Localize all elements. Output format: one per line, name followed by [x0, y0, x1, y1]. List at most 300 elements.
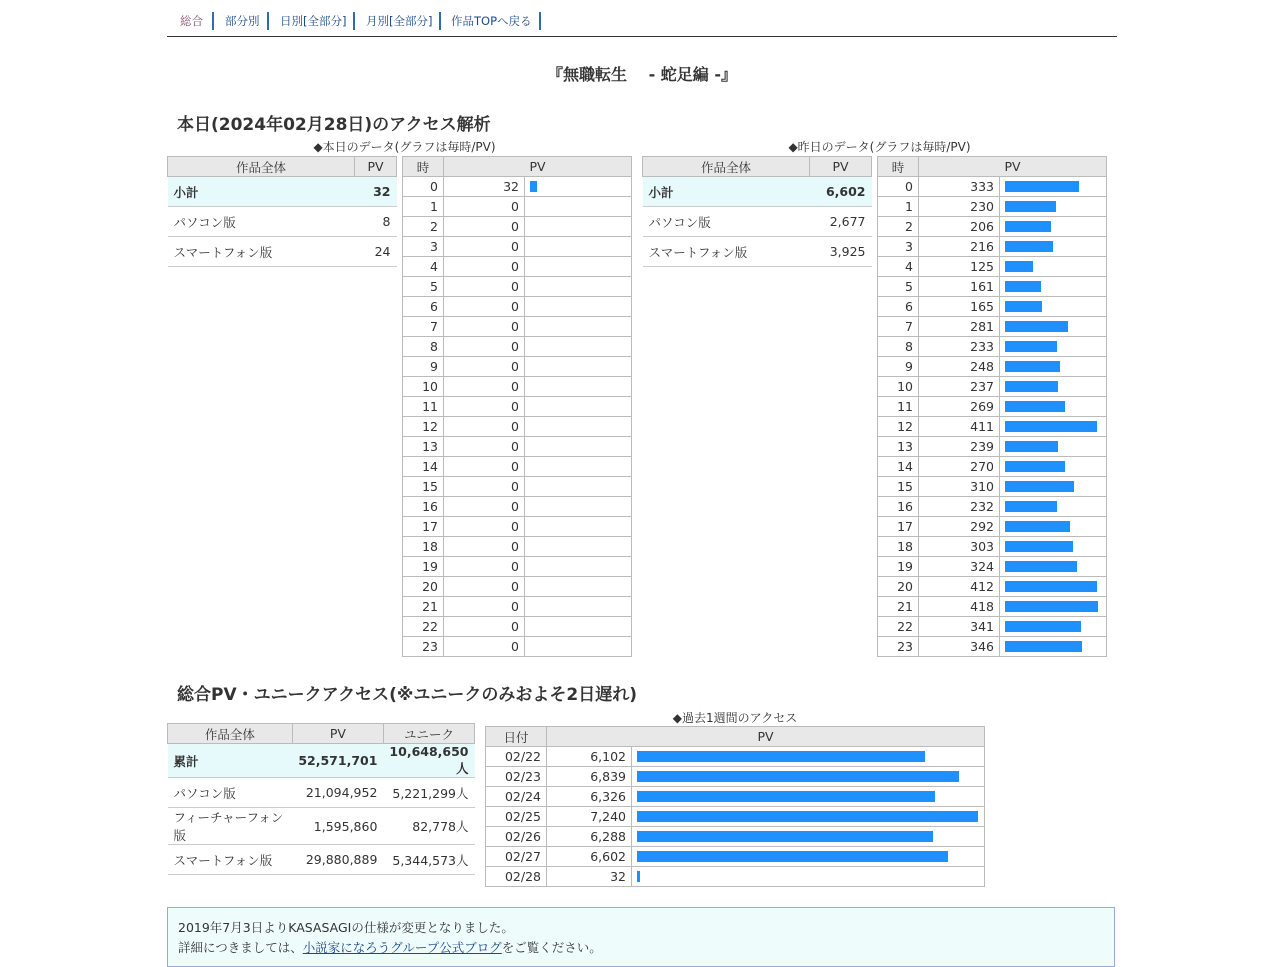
- hour-label: 7: [878, 317, 919, 337]
- nav-daily-all[interactable]: 日別[全部分]: [280, 14, 347, 28]
- hour-bar: [1005, 441, 1058, 452]
- hour-bar-cell: [525, 557, 632, 577]
- hour-pv-value: 346: [919, 637, 1000, 657]
- hour-bar: [1005, 281, 1041, 292]
- hour-row: [878, 537, 1107, 557]
- hour-row: [878, 337, 1107, 357]
- nav-separator: [212, 12, 214, 30]
- hour-row: [878, 237, 1107, 257]
- hour-label: 0: [878, 177, 919, 197]
- hour-bar: [1005, 561, 1077, 572]
- hour-label: 17: [878, 517, 919, 537]
- row-label: スマートフォン版: [643, 237, 810, 267]
- hour-row: [878, 597, 1107, 617]
- hour-bar-cell: [525, 617, 632, 637]
- hour-pv-value: 0: [444, 457, 525, 477]
- hour-row: [878, 517, 1107, 537]
- hour-bar: [1005, 361, 1060, 372]
- row-unique: 5,221,299人: [383, 778, 474, 808]
- hour-label: 12: [403, 417, 444, 437]
- hour-label: 10: [403, 377, 444, 397]
- hour-pv-value: 206: [919, 217, 1000, 237]
- hour-bar-cell: [525, 537, 632, 557]
- hour-row: [878, 477, 1107, 497]
- table-row: [168, 845, 475, 875]
- hour-label: 21: [878, 597, 919, 617]
- hour-label: 13: [403, 437, 444, 457]
- hour-row: [403, 317, 632, 337]
- hour-bar: [1005, 541, 1073, 552]
- day-bar-cell: [632, 827, 985, 847]
- day-row: [486, 767, 985, 787]
- hour-pv-value: 341: [919, 617, 1000, 637]
- hour-label: 15: [878, 477, 919, 497]
- hour-row: [878, 277, 1107, 297]
- column-header: PV: [444, 157, 632, 177]
- table-row: [643, 237, 872, 267]
- hour-label: 8: [878, 337, 919, 357]
- day-row: [486, 787, 985, 807]
- day-date: 02/22: [486, 747, 547, 767]
- hour-bar: [1005, 581, 1097, 592]
- hour-bar-cell: [525, 297, 632, 317]
- hour-row: [878, 497, 1107, 517]
- hour-bar-cell: [1000, 517, 1107, 537]
- hour-pv-value: 0: [444, 577, 525, 597]
- notice-suffix: をご覧ください。: [501, 940, 602, 955]
- hour-pv-value: 216: [919, 237, 1000, 257]
- hour-pv-value: 324: [919, 557, 1000, 577]
- today-heading: 本日(2024年02月28日)のアクセス解析: [177, 115, 491, 135]
- day-pv-value: 6,839: [547, 767, 632, 787]
- hour-row: [878, 197, 1107, 217]
- hour-row: [403, 197, 632, 217]
- hour-bar: [1005, 401, 1065, 412]
- hour-label: 15: [403, 477, 444, 497]
- column-header: PV: [547, 727, 985, 747]
- hour-pv-value: 333: [919, 177, 1000, 197]
- row-label: 累計: [168, 744, 293, 778]
- hour-pv-value: 269: [919, 397, 1000, 417]
- hour-pv-value: 0: [444, 217, 525, 237]
- row-label: パソコン版: [168, 207, 355, 237]
- hour-pv-value: 0: [444, 317, 525, 337]
- row-pv: 21,094,952: [292, 778, 383, 808]
- hour-label: 5: [878, 277, 919, 297]
- table-row: [168, 207, 397, 237]
- table-row: [643, 177, 872, 207]
- table-row: [168, 744, 475, 778]
- hour-bar-cell: [1000, 497, 1107, 517]
- hour-pv-value: 0: [444, 537, 525, 557]
- row-label: フィーチャーフォン版: [168, 808, 293, 845]
- column-header: PV: [919, 157, 1107, 177]
- hour-pv-value: 0: [444, 417, 525, 437]
- hour-pv-value: 0: [444, 517, 525, 537]
- hour-pv-value: 125: [919, 257, 1000, 277]
- column-header: 時: [403, 157, 444, 177]
- hour-label: 9: [878, 357, 919, 377]
- hour-pv-value: 0: [444, 257, 525, 277]
- hour-bar: [1005, 641, 1082, 652]
- hour-row: [403, 517, 632, 537]
- hour-label: 19: [403, 557, 444, 577]
- day-row: [486, 847, 985, 867]
- row-value: 3,925: [810, 237, 872, 267]
- hour-pv-value: 0: [444, 557, 525, 577]
- hour-label: 8: [403, 337, 444, 357]
- hour-row: [878, 397, 1107, 417]
- hour-bar-cell: [525, 197, 632, 217]
- hour-bar: [1005, 181, 1079, 192]
- hour-row: [403, 397, 632, 417]
- hour-row: [403, 377, 632, 397]
- hour-bar-cell: [525, 397, 632, 417]
- day-pv-value: 6,602: [547, 847, 632, 867]
- row-label: 小計: [168, 177, 355, 207]
- hour-pv-value: 412: [919, 577, 1000, 597]
- hour-pv-value: 32: [444, 177, 525, 197]
- row-label: スマートフォン版: [168, 845, 293, 875]
- hour-row: [878, 577, 1107, 597]
- hour-row: [403, 477, 632, 497]
- hour-bar-cell: [525, 257, 632, 277]
- hour-bar-cell: [525, 177, 632, 197]
- hour-bar: [1005, 201, 1056, 212]
- day-bar: [637, 811, 978, 822]
- hour-row: [403, 297, 632, 317]
- hour-bar: [1005, 521, 1070, 532]
- day-row: [486, 827, 985, 847]
- hour-bar-cell: [1000, 357, 1107, 377]
- hour-bar-cell: [1000, 417, 1107, 437]
- hour-row: [403, 237, 632, 257]
- hour-bar-cell: [525, 217, 632, 237]
- row-label: スマートフォン版: [168, 237, 355, 267]
- hour-row: [878, 357, 1107, 377]
- row-pv: 1,595,860: [292, 808, 383, 845]
- hour-pv-value: 0: [444, 197, 525, 217]
- table-row: [643, 207, 872, 237]
- hour-bar-cell: [1000, 597, 1107, 617]
- hour-row: [403, 457, 632, 477]
- hour-pv-value: 232: [919, 497, 1000, 517]
- hour-bar-cell: [525, 417, 632, 437]
- hour-label: 14: [878, 457, 919, 477]
- hour-bar: [1005, 601, 1098, 612]
- hour-pv-value: 230: [919, 197, 1000, 217]
- day-row: [486, 747, 985, 767]
- hour-pv-value: 239: [919, 437, 1000, 457]
- hour-pv-value: 161: [919, 277, 1000, 297]
- hour-bar-cell: [525, 357, 632, 377]
- hour-label: 2: [403, 217, 444, 237]
- day-pv-value: 6,102: [547, 747, 632, 767]
- hour-bar: [1005, 481, 1074, 492]
- hour-pv-value: 0: [444, 597, 525, 617]
- hour-bar-cell: [525, 637, 632, 657]
- row-pv: 52,571,701: [292, 744, 383, 778]
- day-pv-value: 6,326: [547, 787, 632, 807]
- day-date: 02/26: [486, 827, 547, 847]
- table-row: [168, 778, 475, 808]
- hour-bar-cell: [525, 457, 632, 477]
- day-date: 02/27: [486, 847, 547, 867]
- table-row: [168, 808, 475, 845]
- table-row: [168, 177, 397, 207]
- hour-bar-cell: [525, 317, 632, 337]
- hour-pv-value: 233: [919, 337, 1000, 357]
- row-label: パソコン版: [168, 778, 293, 808]
- yesterday-caption: ◆昨日のデータ(グラフは毎時/PV): [788, 140, 971, 154]
- hour-bar-cell: [1000, 297, 1107, 317]
- day-bar: [637, 751, 925, 762]
- column-header: ユニーク: [383, 724, 474, 744]
- hour-label: 18: [878, 537, 919, 557]
- hour-label: 4: [878, 257, 919, 277]
- day-bar-cell: [632, 867, 985, 887]
- hour-row: [403, 597, 632, 617]
- column-header: PV: [355, 157, 397, 177]
- hour-bar: [1005, 341, 1057, 352]
- hour-pv-value: 0: [444, 277, 525, 297]
- hour-pv-value: 0: [444, 297, 525, 317]
- hour-row: [878, 417, 1107, 437]
- hour-label: 6: [878, 297, 919, 317]
- hour-label: 0: [403, 177, 444, 197]
- hour-bar-cell: [1000, 637, 1107, 657]
- row-value: 8: [355, 207, 397, 237]
- week-caption: ◆過去1週間のアクセス: [672, 711, 798, 725]
- hour-pv-value: 0: [444, 497, 525, 517]
- day-pv-value: 6,288: [547, 827, 632, 847]
- hour-bar-cell: [1000, 277, 1107, 297]
- hour-bar-cell: [525, 437, 632, 457]
- nav-summary[interactable]: 総合: [180, 14, 203, 28]
- nav-separator: [267, 12, 269, 30]
- hour-label: 18: [403, 537, 444, 557]
- row-pv: 29,880,889: [292, 845, 383, 875]
- nav-separator: [539, 12, 541, 30]
- today-caption: ◆本日のデータ(グラフは毎時/PV): [313, 140, 496, 154]
- hour-label: 6: [403, 297, 444, 317]
- hour-row: [878, 217, 1107, 237]
- notice-line-1: 2019年7月3日よりKASASAGIの仕様が変更となりました。: [178, 920, 514, 935]
- column-header: 作品全体: [168, 724, 293, 744]
- today-summary-table: [167, 156, 397, 267]
- hour-bar: [1005, 321, 1068, 332]
- hour-bar-cell: [1000, 197, 1107, 217]
- hour-label: 5: [403, 277, 444, 297]
- notice-box: [167, 907, 1115, 967]
- hour-pv-value: 281: [919, 317, 1000, 337]
- hour-pv-value: 270: [919, 457, 1000, 477]
- hour-pv-value: 0: [444, 337, 525, 357]
- day-bar: [637, 791, 935, 802]
- yesterday-summary-table: [642, 156, 872, 267]
- nav-monthly-all[interactable]: 月別[全部分]: [366, 14, 433, 28]
- day-date: 02/24: [486, 787, 547, 807]
- hour-row: [878, 617, 1107, 637]
- row-value: 32: [355, 177, 397, 207]
- hour-pv-value: 0: [444, 637, 525, 657]
- hour-row: [878, 457, 1107, 477]
- hour-bar: [1005, 221, 1051, 232]
- hour-label: 1: [878, 197, 919, 217]
- hour-row: [403, 637, 632, 657]
- hour-label: 23: [878, 637, 919, 657]
- hour-bar-cell: [1000, 397, 1107, 417]
- hour-row: [878, 177, 1107, 197]
- column-header: 日付: [486, 727, 547, 747]
- notice-line-2: [178, 938, 1104, 958]
- nav-work-top[interactable]: 作品TOPへ戻る: [451, 14, 532, 28]
- day-date: 02/25: [486, 807, 547, 827]
- hour-row: [403, 617, 632, 637]
- top-nav: [167, 8, 1117, 37]
- day-bar-cell: [632, 787, 985, 807]
- hour-row: [403, 557, 632, 577]
- hour-bar-cell: [1000, 457, 1107, 477]
- hour-bar-cell: [1000, 377, 1107, 397]
- notice-prefix: 詳細につきましては、: [178, 940, 303, 955]
- hour-bar-cell: [1000, 337, 1107, 357]
- day-bar-cell: [632, 767, 985, 787]
- hour-row: [878, 437, 1107, 457]
- total-heading: 総合PV・ユニークアクセス(※ユニークのみおよそ2日遅れ): [177, 685, 637, 705]
- hour-bar: [1005, 501, 1057, 512]
- hour-label: 22: [403, 617, 444, 637]
- nav-separator: [439, 12, 441, 30]
- hour-row: [403, 357, 632, 377]
- hour-bar-cell: [1000, 237, 1107, 257]
- hour-bar-cell: [1000, 617, 1107, 637]
- hour-pv-value: 237: [919, 377, 1000, 397]
- hour-label: 12: [878, 417, 919, 437]
- hour-bar: [1005, 241, 1053, 252]
- hour-row: [403, 497, 632, 517]
- hour-label: 4: [403, 257, 444, 277]
- hour-pv-value: 303: [919, 537, 1000, 557]
- hour-label: 23: [403, 637, 444, 657]
- hour-pv-value: 0: [444, 617, 525, 637]
- hour-row: [878, 557, 1107, 577]
- hour-bar-cell: [1000, 177, 1107, 197]
- hour-row: [403, 577, 632, 597]
- table-row: [168, 237, 397, 267]
- hour-bar-cell: [1000, 577, 1107, 597]
- day-bar: [637, 851, 948, 862]
- day-pv-value: 32: [547, 867, 632, 887]
- hour-row: [403, 437, 632, 457]
- hour-label: 16: [878, 497, 919, 517]
- hour-bar: [1005, 301, 1042, 312]
- hour-bar-cell: [1000, 217, 1107, 237]
- row-value: 6,602: [810, 177, 872, 207]
- hour-row: [403, 217, 632, 237]
- yesterday-hourly-table: [877, 156, 1107, 657]
- hour-label: 20: [403, 577, 444, 597]
- hour-pv-value: 292: [919, 517, 1000, 537]
- hour-bar-cell: [1000, 477, 1107, 497]
- hour-row: [878, 297, 1107, 317]
- column-header: 時: [878, 157, 919, 177]
- hour-bar: [530, 181, 537, 192]
- hour-pv-value: 0: [444, 237, 525, 257]
- hour-pv-value: 0: [444, 377, 525, 397]
- hour-label: 2: [878, 217, 919, 237]
- hour-pv-value: 0: [444, 477, 525, 497]
- hour-row: [403, 277, 632, 297]
- row-value: 24: [355, 237, 397, 267]
- hour-label: 17: [403, 517, 444, 537]
- hour-label: 20: [878, 577, 919, 597]
- hour-bar-cell: [525, 477, 632, 497]
- column-header: 作品全体: [643, 157, 810, 177]
- day-bar-cell: [632, 807, 985, 827]
- day-date: 02/23: [486, 767, 547, 787]
- row-unique: 10,648,650人: [383, 744, 474, 778]
- row-value: 2,677: [810, 207, 872, 237]
- hour-bar-cell: [525, 377, 632, 397]
- hour-label: 1: [403, 197, 444, 217]
- hour-bar: [1005, 261, 1033, 272]
- hour-row: [403, 177, 632, 197]
- hour-bar-cell: [525, 577, 632, 597]
- hour-bar-cell: [1000, 437, 1107, 457]
- day-date: 02/28: [486, 867, 547, 887]
- hour-label: 10: [878, 377, 919, 397]
- hour-bar-cell: [525, 497, 632, 517]
- hour-pv-value: 248: [919, 357, 1000, 377]
- hour-label: 11: [403, 397, 444, 417]
- hour-bar-cell: [525, 597, 632, 617]
- column-header: PV: [810, 157, 872, 177]
- hour-label: 9: [403, 357, 444, 377]
- official-blog-link[interactable]: 小説家になろうグループ公式ブログ: [302, 940, 502, 955]
- hour-pv-value: 0: [444, 397, 525, 417]
- day-bar-cell: [632, 747, 985, 767]
- hour-bar-cell: [1000, 317, 1107, 337]
- hour-label: 19: [878, 557, 919, 577]
- hour-label: 3: [878, 237, 919, 257]
- day-bar: [637, 771, 959, 782]
- day-bar: [637, 871, 640, 882]
- hour-row: [403, 337, 632, 357]
- day-bar-cell: [632, 847, 985, 867]
- day-pv-value: 7,240: [547, 807, 632, 827]
- column-header: 作品全体: [168, 157, 355, 177]
- hour-row: [878, 317, 1107, 337]
- hour-bar-cell: [525, 277, 632, 297]
- hour-bar-cell: [525, 337, 632, 357]
- hour-label: 14: [403, 457, 444, 477]
- day-bar: [637, 831, 933, 842]
- hour-bar-cell: [1000, 537, 1107, 557]
- hour-label: 13: [878, 437, 919, 457]
- hour-label: 22: [878, 617, 919, 637]
- hour-bar: [1005, 461, 1065, 472]
- week-table: [485, 726, 985, 887]
- hour-bar: [1005, 421, 1097, 432]
- hour-pv-value: 0: [444, 437, 525, 457]
- hour-pv-value: 418: [919, 597, 1000, 617]
- hour-bar: [1005, 381, 1058, 392]
- hour-pv-value: 165: [919, 297, 1000, 317]
- day-row: [486, 807, 985, 827]
- work-title: 『無職転生 - 蛇足編 -』: [547, 65, 737, 84]
- nav-by-part[interactable]: 部分別: [225, 14, 260, 28]
